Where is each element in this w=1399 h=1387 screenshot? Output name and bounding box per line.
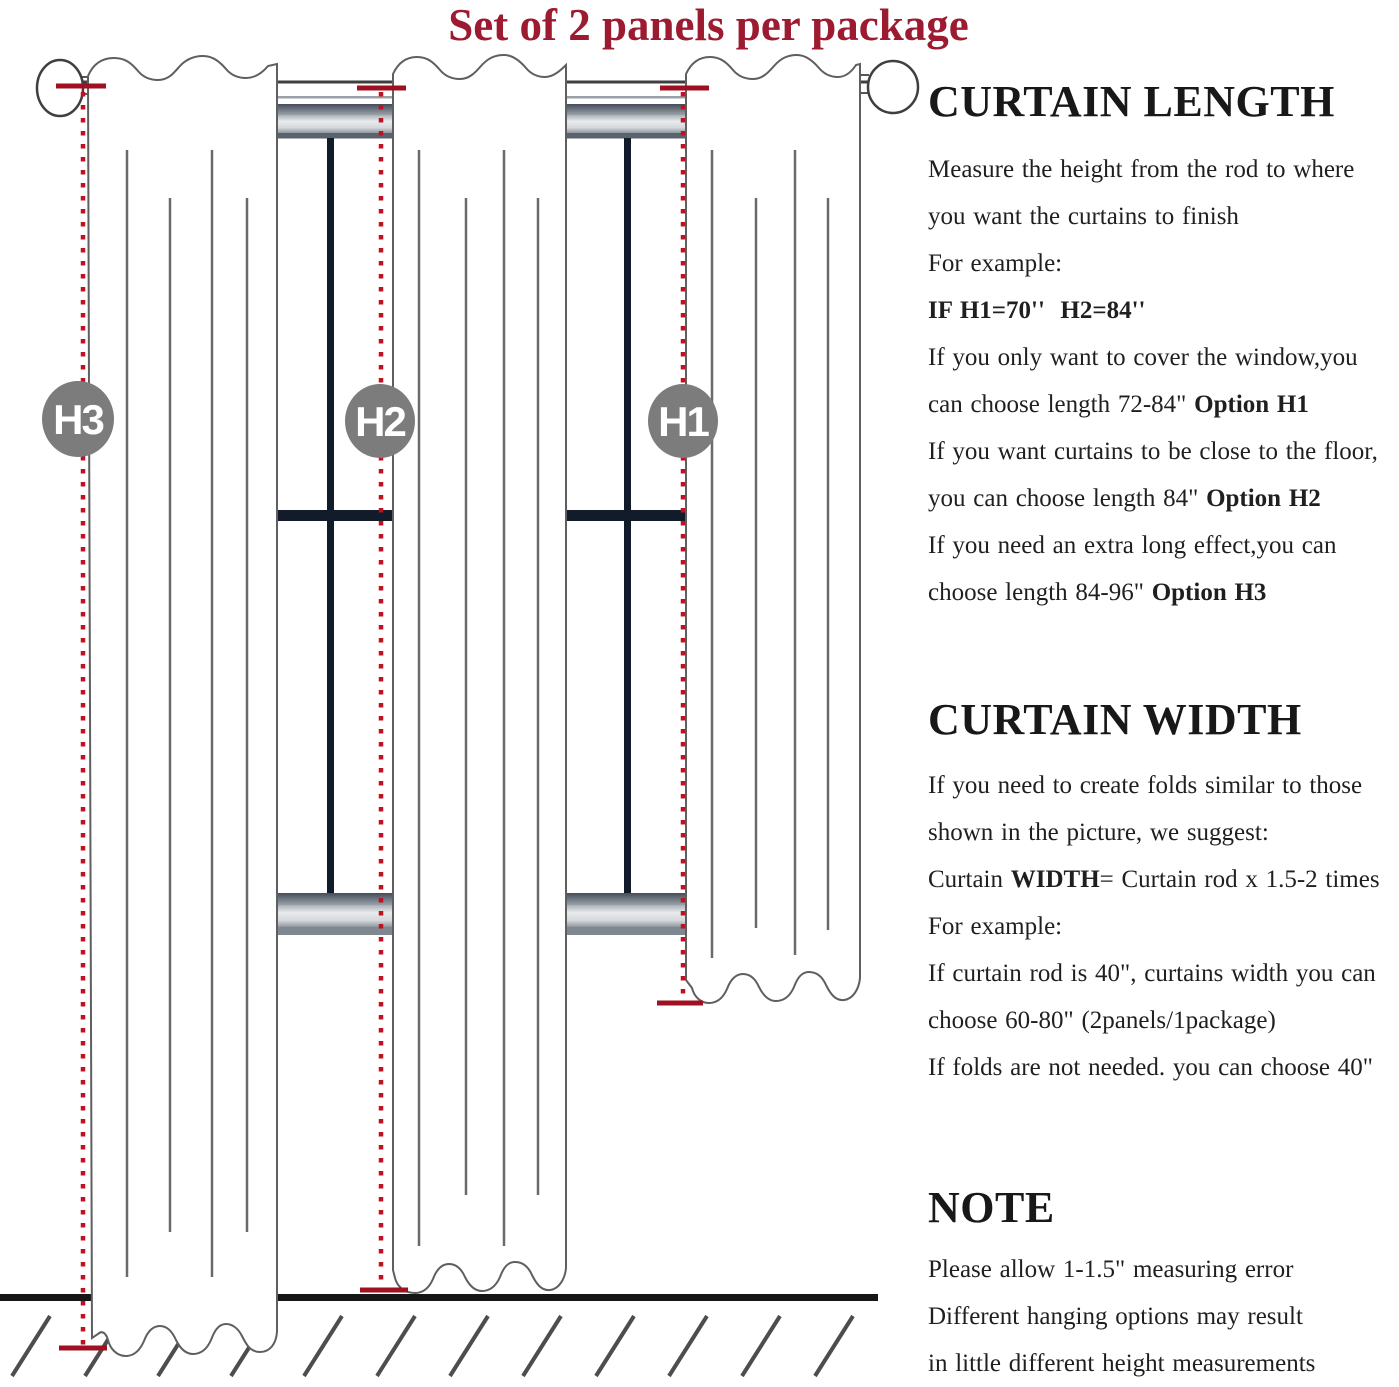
label-h3: H3 [53, 396, 103, 443]
text-segment: in little different height measurements [928, 1350, 1316, 1377]
text-segment: If you want curtains to be close to the floor, [928, 438, 1378, 465]
curtain-panel-h3 [88, 56, 277, 1356]
text-line [928, 903, 1399, 950]
text-line [928, 762, 1399, 809]
text-segment: IF H1=70'' H2=84'' [928, 297, 1146, 324]
section-body-note [928, 1246, 1399, 1387]
section-body-curtain-width [928, 762, 1399, 1091]
text-line [928, 1293, 1399, 1340]
curtain-panel-h1 [686, 55, 860, 1003]
text-line [928, 475, 1399, 522]
label-h1: H1 [658, 398, 708, 445]
text-line [928, 1246, 1399, 1293]
text-segment: If curtain rod is 40", curtains width you can [928, 960, 1376, 987]
curtain-h3-body [88, 56, 277, 1356]
curtain-panel-h2 [393, 55, 566, 1293]
label-h2: H2 [355, 398, 405, 445]
section-heading-note: NOTE [928, 1183, 1055, 1232]
text-line [928, 428, 1399, 475]
text-segment: choose length 84-96" [928, 579, 1152, 606]
text-line [928, 569, 1399, 616]
text-segment: Please allow 1-1.5" measuring error [928, 1256, 1294, 1283]
section-heading-curtain-width: CURTAIN WIDTH [928, 695, 1302, 744]
text-segment: Different hanging options may result [928, 1303, 1303, 1330]
text-segment: can choose length 72-84" [928, 391, 1195, 418]
text-line [928, 381, 1399, 428]
section-heading-curtain-length: CURTAIN LENGTH [928, 77, 1335, 126]
text-segment: If you only want to cover the window,you [928, 344, 1358, 371]
text-segment: Option H2 [1206, 485, 1321, 512]
section-body-curtain-length [928, 146, 1399, 616]
text-segment: choose 60-80" (2panels/1package) [928, 1007, 1276, 1034]
text-line [928, 287, 1399, 334]
text-segment: you can choose length 84" [928, 485, 1207, 512]
text-segment: = Curtain rod x 1.5-2 times [1099, 866, 1380, 893]
rod-finial-right [868, 61, 918, 113]
text-line [928, 193, 1399, 240]
text-line [928, 240, 1399, 287]
page-title: Set of 2 panels per package [448, 0, 969, 50]
text-segment: If you need an extra long effect,you can [928, 532, 1337, 559]
text-line [928, 1044, 1399, 1091]
text-line [928, 146, 1399, 193]
text-line [928, 522, 1399, 569]
text-line [928, 997, 1399, 1044]
text-segment: Measure the height from the rod to where [928, 156, 1355, 183]
text-line [928, 950, 1399, 997]
text-segment: WIDTH [1010, 866, 1100, 893]
text-line [928, 809, 1399, 856]
text-segment: For example: [928, 913, 1063, 940]
text-segment: If you need to create folds similar to those [928, 772, 1363, 799]
text-segment: Option H1 [1194, 391, 1309, 418]
text-segment: If folds are not needed. you can choose 40" [928, 1054, 1373, 1081]
text-line [928, 856, 1399, 903]
text-line [928, 334, 1399, 381]
text-segment: you want the curtains to finish [928, 203, 1239, 230]
text-segment: For example: [928, 250, 1063, 277]
text-line [928, 1340, 1399, 1387]
text-segment: Option H3 [1151, 579, 1267, 606]
text-segment: Curtain [928, 866, 1011, 893]
text-segment: shown in the picture, we suggest: [928, 819, 1269, 846]
